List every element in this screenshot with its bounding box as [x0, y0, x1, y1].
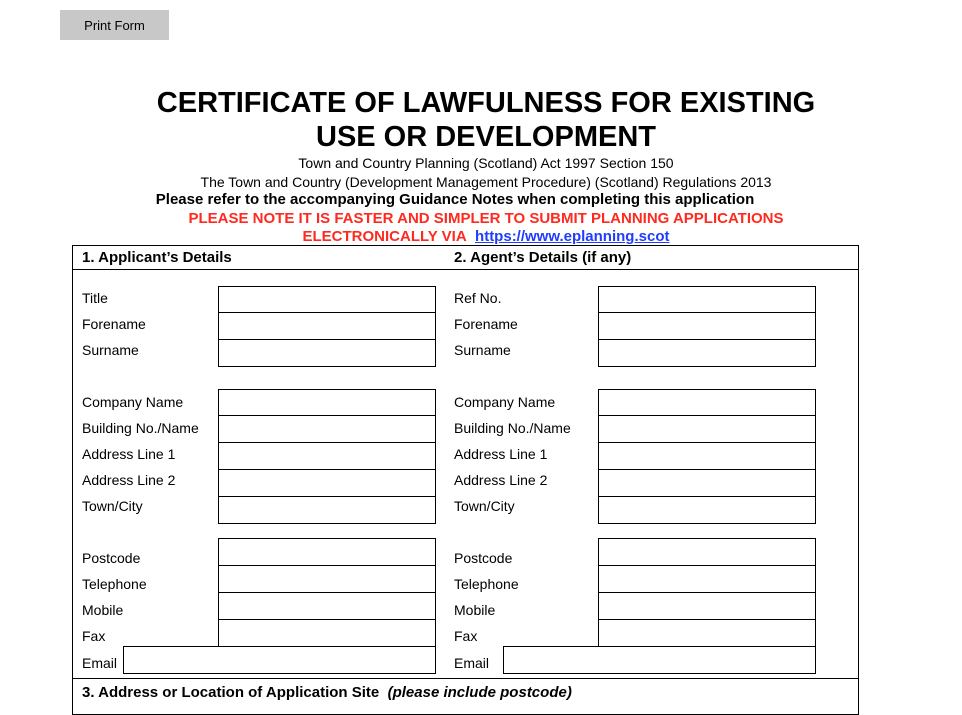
agent-address2-input[interactable] [598, 469, 816, 497]
agent-company-input[interactable] [598, 389, 816, 416]
applicant-building-input[interactable] [218, 415, 436, 443]
agent-fax-input[interactable] [598, 619, 816, 647]
agent-mobile-label: Mobile [454, 602, 496, 618]
site-address-heading-text: 3. Address or Location of Application Site [82, 684, 380, 701]
applicant-town-input[interactable] [218, 496, 436, 524]
agent-surname-label: Surname [454, 342, 511, 358]
applicant-address2-label: Address Line 2 [82, 472, 176, 488]
agent-fax-label: Fax [454, 628, 478, 644]
agent-town-input[interactable] [598, 496, 816, 524]
applicant-details-heading: 1. Applicant’s Details [82, 249, 232, 266]
agent-address1-label: Address Line 1 [454, 446, 548, 462]
agent-mobile-input[interactable] [598, 592, 816, 620]
regulations-reference: The Town and Country (Development Management Procedure) (Scotland) Regulations 2013 [200, 174, 772, 190]
applicant-surname-input[interactable] [218, 339, 436, 367]
applicant-fax-label: Fax [82, 628, 106, 644]
print-form-button[interactable]: Print Form [60, 10, 169, 40]
agent-address1-input[interactable] [598, 442, 816, 470]
form-title-line1: CERTIFICATE OF LAWFULNESS FOR EXISTING [156, 87, 816, 119]
agent-address2-label: Address Line 2 [454, 472, 548, 488]
applicant-fax-input[interactable] [218, 619, 436, 647]
applicant-email-label: Email [82, 655, 118, 671]
applicant-building-label: Building No./Name [82, 420, 199, 436]
agent-email-label: Email [454, 655, 490, 671]
applicant-email-input[interactable] [123, 646, 436, 674]
site-address-hint: (please include postcode) [387, 684, 572, 701]
agent-building-input[interactable] [598, 415, 816, 443]
applicant-title-label: Title [82, 290, 108, 306]
agent-details-heading: 2. Agent’s Details (if any) [454, 249, 632, 266]
applicant-mobile-label: Mobile [82, 602, 124, 618]
eplanning-notice-text: ELECTRONICALLY VIA [302, 228, 467, 245]
agent-email-input[interactable] [503, 646, 816, 674]
applicant-address1-label: Address Line 1 [82, 446, 176, 462]
agent-telephone-label: Telephone [454, 576, 519, 592]
applicant-address2-input[interactable] [218, 469, 436, 497]
site-address-heading [82, 684, 572, 702]
agent-postcode-input[interactable] [598, 538, 816, 566]
section-divider [72, 678, 859, 679]
applicant-mobile-input[interactable] [218, 592, 436, 620]
applicant-telephone-input[interactable] [218, 565, 436, 593]
applicant-title-input[interactable] [218, 286, 436, 313]
agent-surname-input[interactable] [598, 339, 816, 367]
form-title-line2: USE OR DEVELOPMENT [316, 121, 656, 153]
applicant-forename-label: Forename [82, 316, 146, 332]
eplanning-link[interactable]: https://www.eplanning.scot [475, 228, 670, 245]
applicant-town-label: Town/City [82, 498, 143, 514]
applicant-address1-input[interactable] [218, 442, 436, 470]
guidance-notice: Please refer to the accompanying Guidance Notes when completing this application [155, 191, 755, 208]
agent-ref-input[interactable] [598, 286, 816, 313]
applicant-telephone-label: Telephone [82, 576, 147, 592]
applicant-postcode-label: Postcode [82, 550, 141, 566]
section-divider [72, 269, 859, 270]
agent-telephone-input[interactable] [598, 565, 816, 593]
agent-forename-input[interactable] [598, 312, 816, 340]
form-title [0, 86, 962, 154]
applicant-postcode-input[interactable] [218, 538, 436, 566]
applicant-surname-label: Surname [82, 342, 139, 358]
agent-company-label: Company Name [454, 394, 556, 410]
applicant-forename-input[interactable] [218, 312, 436, 340]
agent-building-label: Building No./Name [454, 420, 571, 436]
applicant-company-input[interactable] [218, 389, 436, 416]
agent-postcode-label: Postcode [454, 550, 513, 566]
eplanning-notice-line1: PLEASE NOTE IT IS FASTER AND SIMPLER TO SUBMIT PLANNING APPLICATIONS [188, 210, 784, 227]
applicant-company-label: Company Name [82, 394, 184, 410]
act-reference: Town and Country Planning (Scotland) Act 1997 Section 150 [298, 155, 674, 171]
agent-town-label: Town/City [454, 498, 515, 514]
eplanning-notice-line2 [0, 228, 962, 246]
agent-forename-label: Forename [454, 316, 518, 332]
agent-ref-label: Ref No. [454, 290, 502, 306]
